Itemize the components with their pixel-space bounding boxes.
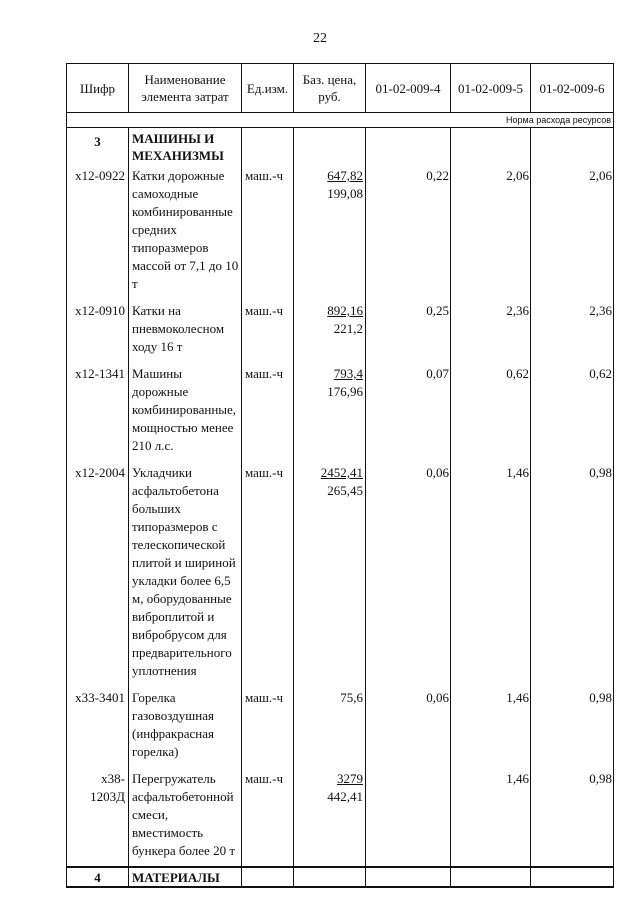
empty-cell [451,128,531,165]
row-name: Горелка газовоздушная (инфракрасная горелка) [129,686,242,767]
row-value-1: 0,07 [366,362,451,461]
empty-cell [242,128,294,165]
price-total: 892,16 [327,303,363,318]
row-unit: маш.-ч [242,767,294,867]
header-col3: 01-02-009-6 [531,64,614,113]
row-code: х12-2004 [67,461,129,686]
row-value-3: 0,98 [531,461,614,686]
row-name: Катки на пневмоколесном ходу 16 т [129,299,242,362]
empty-cell [242,867,294,887]
row-name: Катки дорожные самоходные комбинированные средних типоразмеров массой от 7,1 до 10 т [129,164,242,299]
price-total: 75,6 [340,690,363,705]
table-row [67,686,614,767]
table-row [67,164,614,299]
header-col2: 01-02-009-5 [451,64,531,113]
header-unit: Ед.изм. [242,64,294,113]
row-price [294,767,366,867]
row-value-3: 0,62 [531,362,614,461]
header-price: Баз. цена, руб. [294,64,366,113]
row-value-1: 0,06 [366,461,451,686]
row-value-3: 0,98 [531,686,614,767]
row-code: х12-0910 [67,299,129,362]
row-value-2: 1,46 [451,767,531,867]
row-unit: маш.-ч [242,461,294,686]
row-price [294,362,366,461]
section-number: 4 [67,867,129,887]
page-number: 22 [313,31,327,46]
row-name: Перегружатель асфальтобетонной смеси, вместимость бункера более 20 т [129,767,242,867]
header-row [67,64,614,113]
row-name: Укладчики асфальтобетона больших типоразмеров с телескопической плитой и шириной укладки более 6,5 м, оборудованные виброплитой и вибробрусом для предварительного уплотнения [129,461,242,686]
price-total: 2452,41 [320,465,363,480]
row-value-3: 0,98 [531,767,614,867]
row-value-2: 2,06 [451,164,531,299]
row-value-3: 2,36 [531,299,614,362]
price-total: 647,82 [327,168,363,183]
empty-cell [294,128,366,165]
row-unit: маш.-ч [242,686,294,767]
row-code: х33-3401 [67,686,129,767]
price-total: 793,4 [333,366,363,381]
empty-cell [531,867,614,887]
row-code: х12-0922 [67,164,129,299]
row-value-3: 2,06 [531,164,614,299]
section-title: МАШИНЫ И МЕХАНИЗМЫ [129,128,242,165]
empty-cell [451,867,531,887]
row-value-1 [366,767,451,867]
empty-cell [366,867,451,887]
section-number: 3 [67,128,129,165]
row-value-1: 0,22 [366,164,451,299]
table-row [67,299,614,362]
norm-row [67,113,614,128]
row-value-1: 0,25 [366,299,451,362]
row-price [294,686,366,767]
row-value-2: 0,62 [451,362,531,461]
norm-label: Норма расхода ресурсов [67,113,614,128]
row-value-1: 0,06 [366,686,451,767]
row-unit: маш.-ч [242,362,294,461]
header-name: Наименование элемента затрат [129,64,242,113]
row-code: х12-1341 [67,362,129,461]
price-wage: 265,45 [327,483,363,498]
resource-table [66,63,614,888]
section-row [67,867,614,887]
row-code: х38-1203Д [67,767,129,867]
section-title: МАТЕРИАЛЫ [129,867,242,887]
empty-cell [294,867,366,887]
price-wage: 199,08 [327,186,363,201]
table-row [67,362,614,461]
row-unit: маш.-ч [242,299,294,362]
price-wage: 176,96 [327,384,363,399]
table-row [67,461,614,686]
row-value-2: 1,46 [451,461,531,686]
price-wage: 221,2 [333,321,363,336]
row-value-2: 2,36 [451,299,531,362]
empty-cell [531,128,614,165]
table-row [67,767,614,867]
row-price [294,461,366,686]
header-code: Шифр [67,64,129,113]
row-price [294,299,366,362]
empty-cell [366,128,451,165]
row-value-2: 1,46 [451,686,531,767]
price-wage: 442,41 [327,789,363,804]
row-unit: маш.-ч [242,164,294,299]
price-total: 3279 [337,771,363,786]
header-col1: 01-02-009-4 [366,64,451,113]
row-name: Машины дорожные комбинированные, мощностью менее 210 л.с. [129,362,242,461]
row-price [294,164,366,299]
section-row [67,128,614,165]
